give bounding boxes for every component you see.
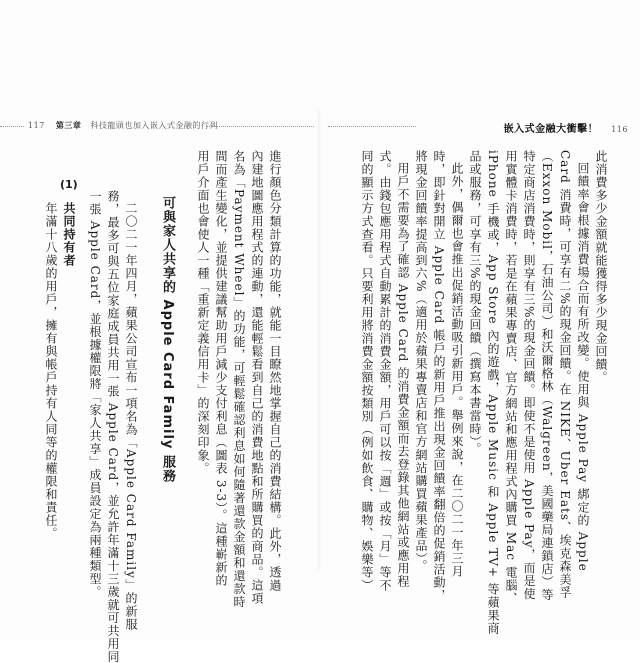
- item-title: 共同持有者: [62, 202, 76, 267]
- right-line-14: 同的顯示方式查看。只要利用將消費金額按類別（例如飲食、購物、娛樂等）: [360, 150, 374, 592]
- right-line-3: Card 消費時，可享有二%的現金回饋。在 NIKE、Uber Eats、埃克森美孚: [558, 150, 572, 600]
- header-rule-right: [328, 126, 416, 128]
- left-section-line-2: 務，最多可與五位家庭成員共用一張 Apple Card，並允許年滿十三歲就可共用同: [106, 190, 120, 663]
- item-number: (1): [60, 178, 78, 191]
- header-rule-left: [0, 126, 24, 128]
- section-heading: 可與家人共享的 Apple Card Family 服務: [160, 196, 175, 483]
- right-line-8: 品或服務，可享有三%的現金回饋（撰寫本書當時）。: [468, 150, 482, 456]
- right-line-13: 式。由錢包應用程式自動累計的消費金額，用戶可以按「週」或按「月」等不: [378, 150, 392, 592]
- right-line-6: 用實體卡消費時，若是在蘋果專賣店、官方網站和應用程式內購買 Mac 電腦、: [504, 150, 518, 605]
- left-line-2: 內建地圖應用程式的連動，還能輕鬆看到自己的消費地點和所購買的商品。這項: [250, 150, 264, 605]
- right-page-number: 116: [611, 125, 628, 134]
- left-line-3: 名為「Payment Wheel」的功能，可輕鬆確認利息如何隨著還款金額和還款時: [232, 150, 246, 609]
- left-line-4: 間而產生變化，並提供建議幫助用戶減少支付利息（圖表 3-3）。這種嶄新的: [214, 150, 228, 588]
- left-section-line-1: 二〇二一年四月，蘋果公司宣布一項名為「Apple Card Family」的新服: [124, 202, 138, 631]
- right-line-10: 時，即針對開立 Apple Card 帳戶的新用戶推出現金回饋率翻倍的促銷活動，: [432, 150, 446, 603]
- right-line-11: 將現金回饋率提高到六%（適用於蘋果專賣店和官方網站購買蘋果產品）。: [414, 150, 428, 573]
- right-book-title: 嵌入式金融大衝擊！: [503, 124, 599, 135]
- left-running-header: [28, 120, 218, 131]
- right-line-5: 特定商店消費時，則享有三%的現金回饋。即使不是使用 Apple Pay，而是使: [522, 150, 536, 601]
- left-section-line-3: 一張 Apple Card，並根據權限將「家人共享」成員設定為兩種類型。: [88, 190, 102, 599]
- book-gutter: [318, 110, 322, 570]
- right-running-header: [414, 120, 628, 135]
- left-page-number: 117: [28, 121, 45, 130]
- right-line-4: （Exxon Mobil，石油公司）和沃爾格林（Walgreen，美國藥局連鎖店）等: [540, 150, 554, 602]
- right-line-7: iPhone 手機或，App Store 內的遊戲，Apple Music 和 Apple TV+ 等蘋果商: [486, 150, 500, 635]
- right-line-2: 回饋率會根據消費場合而有所改變。使用與 Apple Pay 綁定的 Apple: [576, 162, 590, 572]
- item-line-1: 年滿十八歲的用戶，擁有與帳戶持有人同等的權限和責任。: [44, 202, 58, 540]
- header-rule-mid: [206, 126, 314, 128]
- left-chapter-title: 科技龍頭也加入嵌入式金融的行列: [90, 121, 218, 130]
- right-line-9: 此外，偶爾也會推出促銷活動吸引新用戶。舉例來說，在二〇二一年三月: [450, 162, 464, 578]
- right-line-12: 用戶不需要為了確認 Apple Card 的消費金額而去登錄其他網站或應用程: [396, 162, 410, 589]
- right-line-1: 此消費多少金額就能獲得多少現金回饋。: [594, 150, 608, 384]
- left-line-5: 用戶介面也會使人一種「重新定義信用卡」的深刻印象。: [196, 150, 210, 475]
- left-chapter-label: 第三章: [55, 120, 82, 130]
- left-line-1: 進行顏色分類計算的功能，就能一目瞭然地掌握自己的消費結構。此外，透過: [268, 150, 282, 592]
